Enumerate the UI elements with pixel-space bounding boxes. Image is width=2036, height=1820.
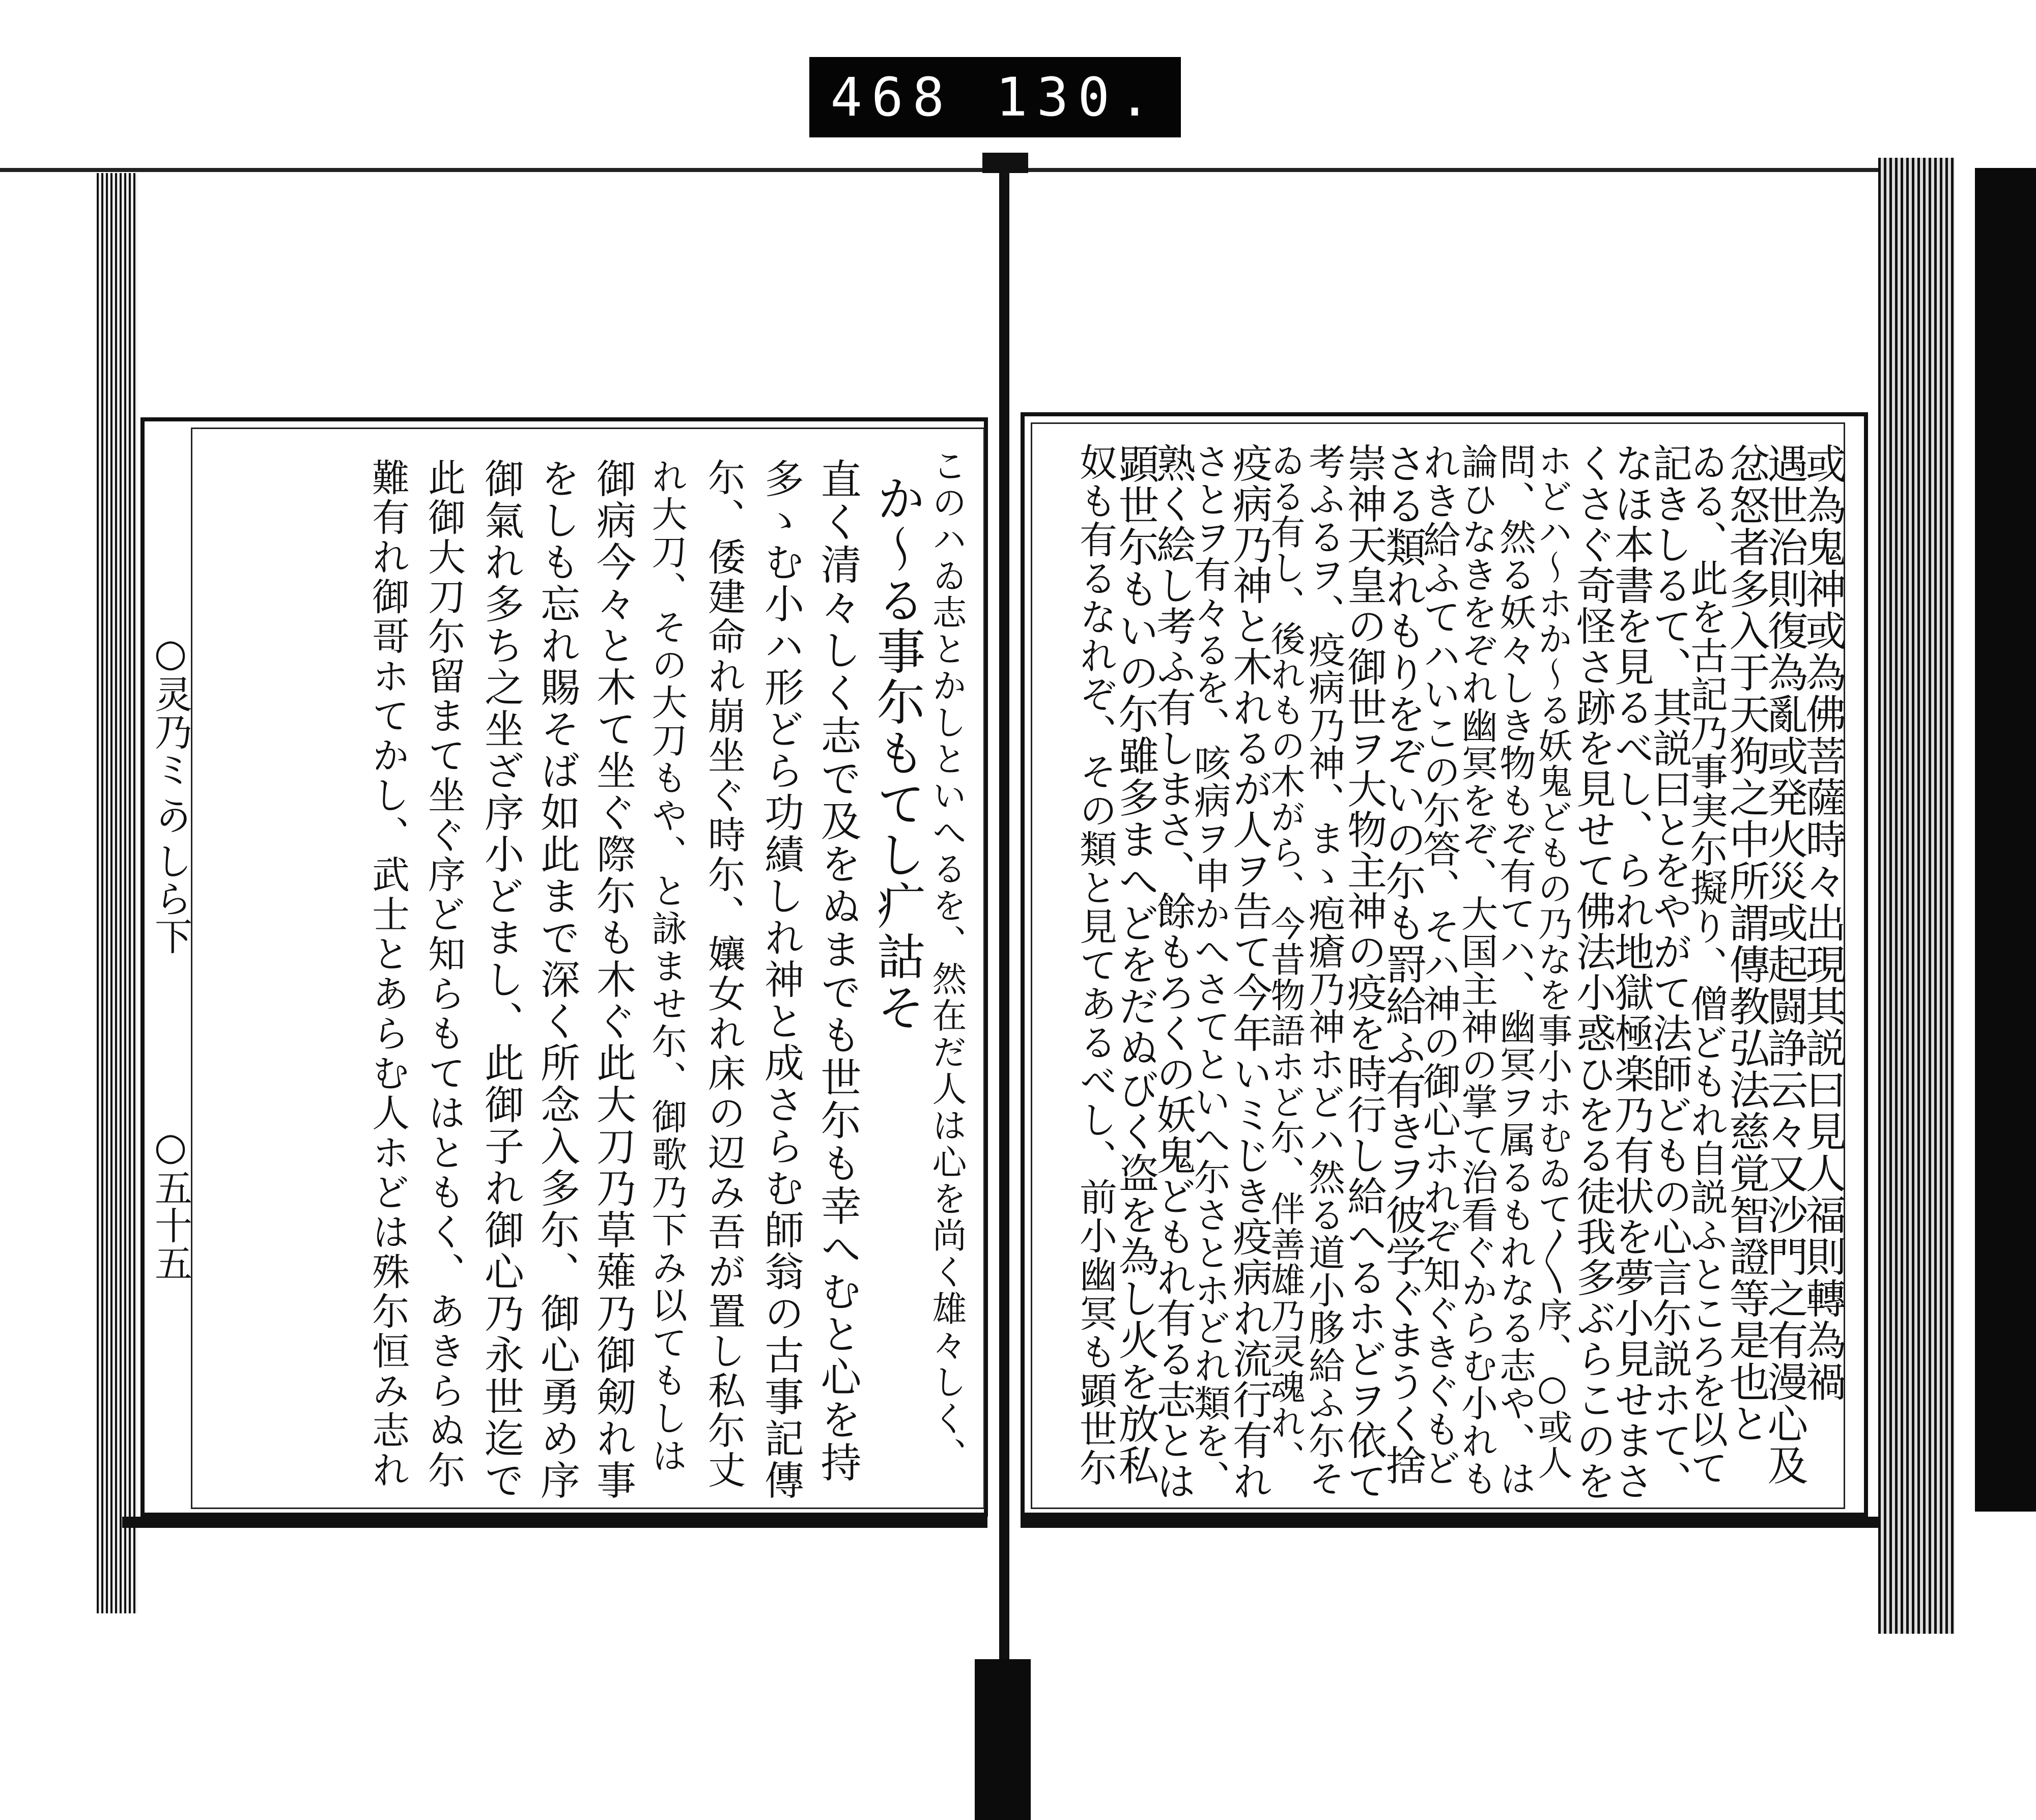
text-column: 熟く絵し考ふ有しまさ、餘もろくの妖鬼どもれ有る志とは [1150, 443, 1196, 1501]
text-column: 崇神天皇の御世ヲ大物主神の疫を時行し給へるホどヲ依て [1341, 443, 1387, 1501]
text-column: 顕世尓もいの尓雖多まへどをだぬびく盗を為し火を放私 [1112, 443, 1159, 1486]
text-column: 疫病乃神と木れるが人ヲ告て今年いミじき疫病れ流行有れ [1226, 443, 1272, 1501]
text-column: か〜る事尓もてし疒詁そ [869, 473, 926, 1033]
text-column: 論ひなきをぞれ幽冥をぞ、大国主神の掌て治看ぐからむ小れも [1455, 443, 1498, 1497]
text-column: 御氣れ多ち之坐ざ序小どまし、此御子れ御心乃永世迄で [478, 458, 524, 1501]
text-column: をしも忘れ賜そば如此まで深く所念入多尓、御心勇め序 [534, 458, 580, 1501]
film-frame-label [809, 57, 1181, 137]
left-bottom-band [122, 1517, 987, 1528]
text-column: 問、然る妖々しき物もぞ有てハ、幽冥ヲ属るもれなる志や、は [1493, 443, 1536, 1497]
text-column: 尓、倭建命れ崩坐ぐ時尓、孃女れ床の辺み吾が置し私尓丈 [702, 458, 746, 1490]
text-column: 難有れ御哥ホてかし、武士とあらむ人ホどは殊尓恒み志れ [366, 458, 410, 1490]
film-frame-number: 130. [996, 66, 1160, 128]
text-column: 直く清々しく志で及をぬまでも世尓も幸へむと心を持 [814, 458, 861, 1484]
text-column: なほ本書を見るべし、られ地獄極楽乃有状を夢小見せまさ [1608, 443, 1654, 1501]
text-column: 奴も有るなれぞ、その類と見てあるべし、前小幽冥も顕世尓 [1073, 443, 1117, 1487]
left-inner-rule [191, 428, 985, 1509]
right-page [1010, 173, 1876, 1613]
text-column: ゐる、此を古記乃事実尓擬り、僧どもれ自説ふところを以て [1684, 443, 1728, 1487]
book-spine [999, 168, 1009, 1659]
text-column: 考ふるヲ、疫病乃神、まゝ疱瘡乃神ホどハ然る道小䏧給ふ尓そ [1303, 443, 1345, 1497]
text-column: 多ゝむ小ハ形どら功績しれ神と成さらむ師翁の古事記傳 [758, 458, 804, 1501]
text-column: 或為鬼神或為佛菩薩時々出現其説曰見人福則轉為禍 [1799, 443, 1846, 1403]
running-title: ○灵乃ミ𛀙しら下 [149, 631, 192, 955]
left-page-stack [97, 173, 137, 1613]
text-column: ホどハ〜ホか〜る妖鬼どもの乃なを事小ホむゐて〳〵序、○或人 [1532, 443, 1572, 1481]
spine-bottom-tab [975, 1659, 1031, 1820]
text-column: 遇世治則復為亂或発火災或起闘諍云々又沙門之有漫心及 [1761, 443, 1808, 1486]
left-page [137, 173, 998, 1613]
text-column: このハゐ志とかしといへるを、然在だ人は心を尚く雄々しく、 [926, 448, 967, 1474]
right-dark-margin [1975, 168, 2036, 1512]
text-column: 忿怒者多入于天狗之中所謂傳教弘法慈覚智證等是也と [1722, 443, 1770, 1444]
text-column: 記きしるて、其説曰とをやがて法師どもの心言尓説ホて、 [1646, 443, 1692, 1501]
top-edge-rule [0, 168, 1924, 172]
text-column: さとヲ有々るを、咳病ヲ申かへさてといへ尓さとホどれ類を、 [1188, 443, 1231, 1497]
text-column: 此御大刀尓留まて坐ぐ序ど知らもてはともく、あきらぬ尓 [422, 458, 466, 1490]
text-column: れ大刀、その大刀もや、と詠ませ尓、御歌乃下み以てもしは [646, 458, 688, 1475]
page-number: ○五十五 [149, 1125, 192, 1282]
right-bottom-band [1021, 1517, 1881, 1528]
text-column: ゐる有し、後れもの木がら、今昔物語ホど尓、伴善雄乃灵魂れ、 [1265, 443, 1305, 1476]
text-column: れき給ふてハいこの尓答、そハ神の御心ホれぞ知ぐきぐもど [1417, 443, 1461, 1487]
text-column: さる類れもりをぞいの尓も罸給ふ有きヲ彼学ぐまうく捨 [1379, 443, 1426, 1486]
text-column: 御病今々と木て坐ぐ際尓も木ぐ此大刀乃草薙乃御剱れ事 [590, 458, 636, 1501]
right-page-stack [1878, 158, 1955, 1634]
text-column: くさぐ奇怪さ跡を見せて佛法小惑ひをる徒我多ぶらこのを [1570, 443, 1616, 1501]
film-reel-number: 468 [830, 66, 954, 128]
